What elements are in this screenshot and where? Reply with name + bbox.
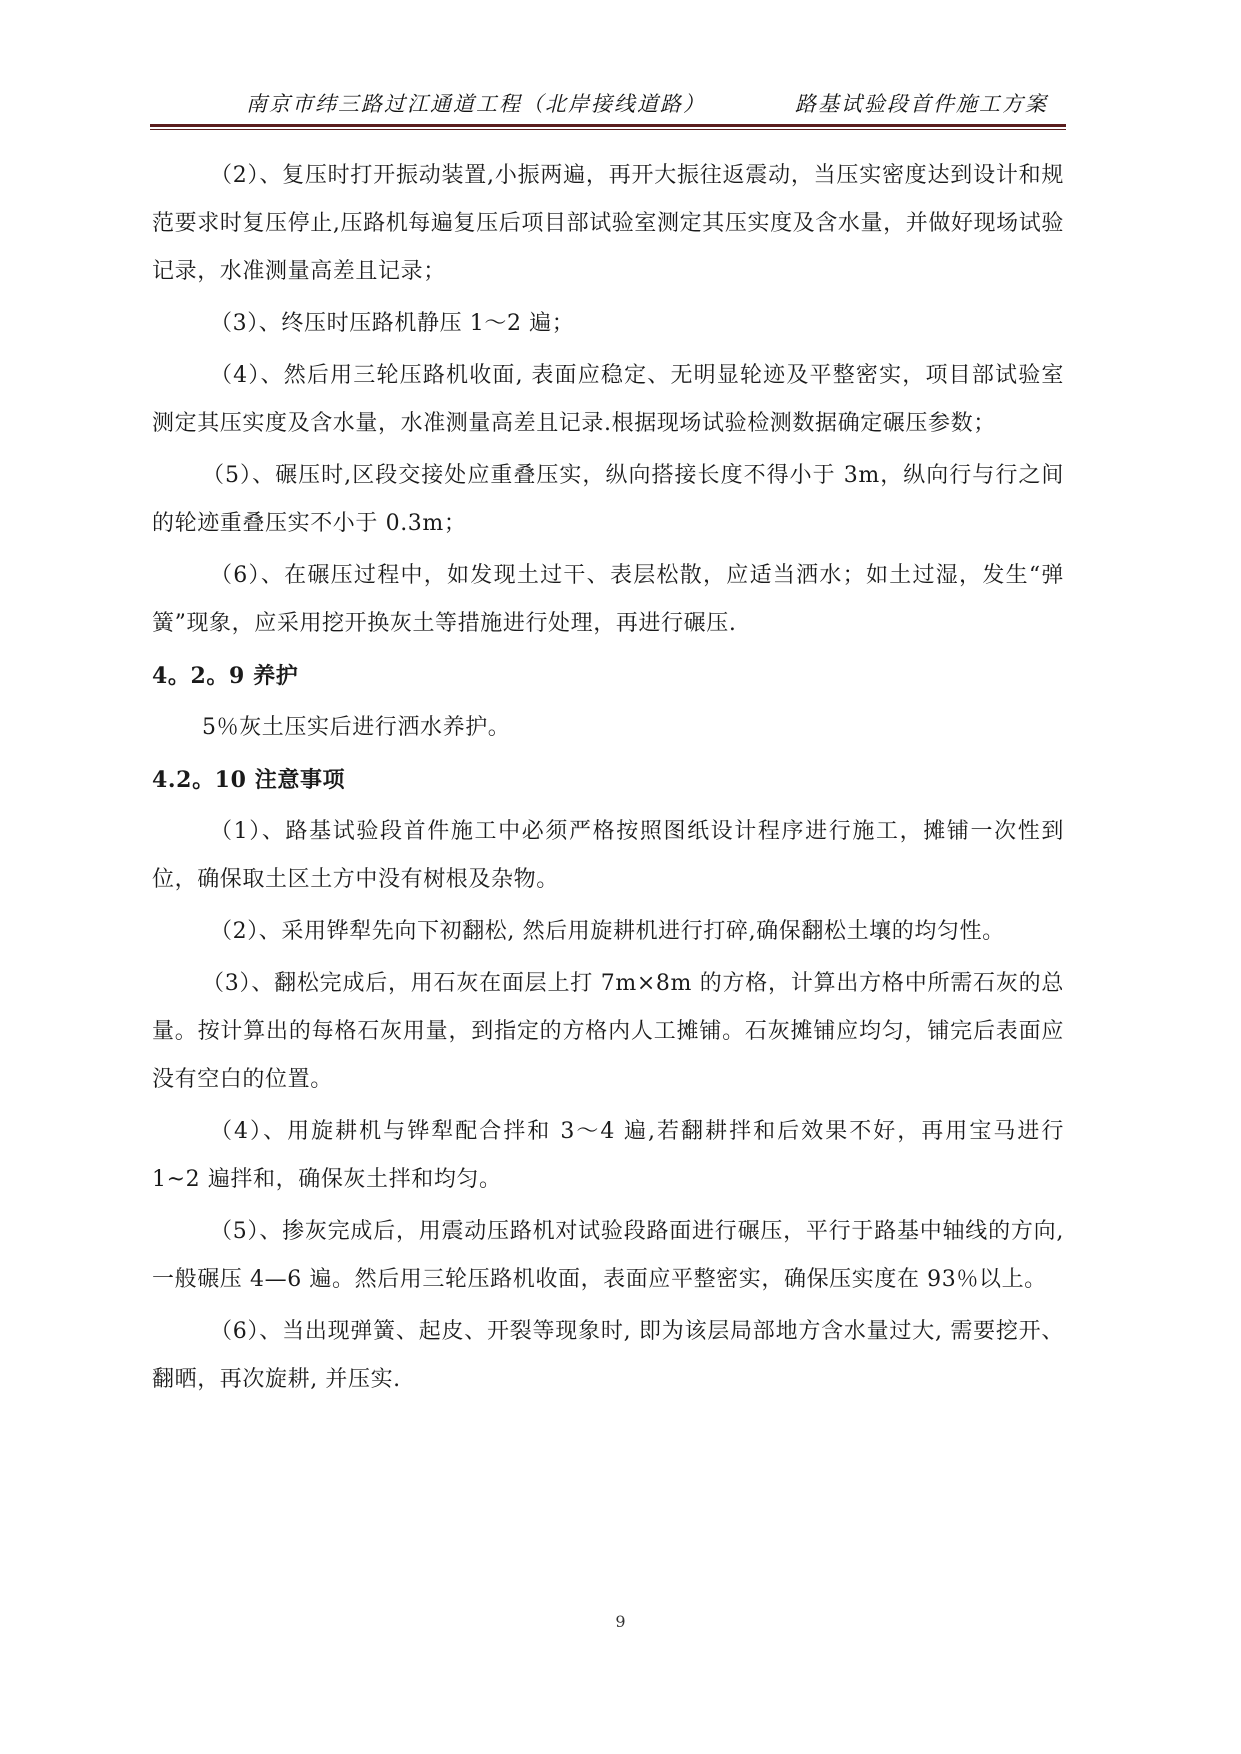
paragraph: （6）、在碾压过程中，如发现土过干、表层松散，应适当洒水；如土过湿，发生“弹簧”现象，应采用挖开换灰土等措施进行处理，再进行碾压. <box>152 563 1064 636</box>
page-number: 9 <box>615 1612 626 1631</box>
paragraph: （5）、碾压时,区段交接处应重叠压实，纵向搭接长度不得小于 3m，纵向行与行之间的轮迹重叠压实不小于 0.3m； <box>152 463 1064 536</box>
paragraph: 5％灰土压实后进行洒水养护。 <box>202 715 511 740</box>
paragraph: （3）、终压时压路机静压 1～2 遍； <box>210 311 575 336</box>
list-item: （2）、采用铧犁先向下初翻松, 然后用旋耕机进行打碎,确保翻松土壤的均匀性。 <box>210 919 1005 944</box>
list-item: （1）、路基试验段首件施工中必须严格按照图纸设计程序进行施工，摊铺一次性到位，确保取土区土方中没有树根及杂物。 <box>152 819 1064 892</box>
section-heading-notes: 4.2。10 注意事项 <box>152 767 346 793</box>
header-project-title: 南京市纬三路过江通道工程（北岸接线道路） <box>246 92 706 116</box>
header-rule-thin <box>150 129 1066 130</box>
header-document-title: 路基试验段首件施工方案 <box>795 92 1048 116</box>
page-body <box>152 152 1064 1408</box>
header-rule-thick <box>150 124 1066 127</box>
paragraph: （4）、然后用三轮压路机收面, 表面应稳定、无明显轮迹及平整密实，项目部试验室测定其压实度及含水量，水准测量高差且记录.根据现场试验检测数据确定碾压参数； <box>152 363 1064 436</box>
section-heading-curing: 4。2。9 养护 <box>152 663 299 689</box>
list-item: （6）、当出现弹簧、起皮、开裂等现象时, 即为该层局部地方含水量过大, 需要挖开、翻晒，再次旋耕, 并压实. <box>152 1319 1064 1392</box>
paragraph: （2）、复压时打开振动装置,小振两遍，再开大振往返震动，当压实密度达到设计和规范要求时复压停止,压路机每遍复压后项目部试验室测定其压实度及含水量，并做好现场试验记录，水准测量高差且记录； <box>152 163 1064 284</box>
list-item: （4）、用旋耕机与铧犁配合拌和 3～4 遍,若翻耕拌和后效果不好，再用宝马进行 1~2 遍拌和，确保灰土拌和均匀。 <box>152 1119 1064 1192</box>
list-item: （5）、掺灰完成后，用震动压路机对试验段路面进行碾压，平行于路基中轴线的方向, 一般碾压 4—6 遍。然后用三轮压路机收面，表面应平整密实，确保压实度在 93％以上。 <box>152 1219 1064 1292</box>
page-header <box>150 82 1066 120</box>
list-item: （3）、翻松完成后，用石灰在面层上打 7m×8m 的方格，计算出方格中所需石灰的总量。按计算出的每格石灰用量，到指定的方格内人工摊铺。石灰摊铺应均匀，铺完后表面应没有空白的位置。 <box>152 971 1064 1092</box>
